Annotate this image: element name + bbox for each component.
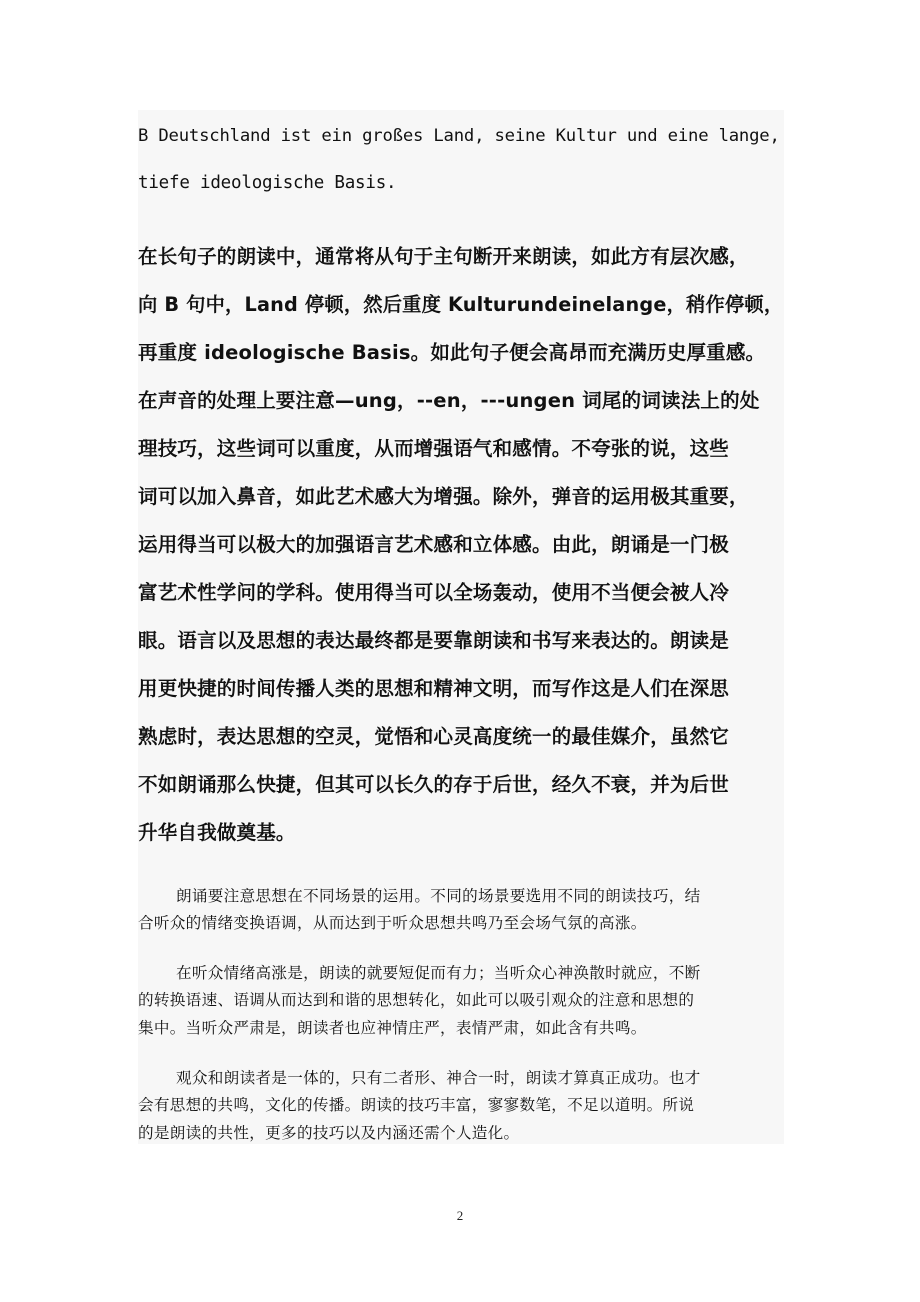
main-line-13: 升华自我做奠基。 — [138, 821, 296, 844]
german-line-2: tiefe ideologische Basis. — [138, 173, 397, 193]
para1-line-2: 合听众的情绪变换语调，从而达到于听众思想共鸣乃至会场气氛的高涨。 — [138, 914, 647, 932]
main-line-8: 富艺术性学问的学科。使用得当可以全场轰动，使用不当便会被人冷 — [138, 581, 730, 604]
closing-paragraphs — [138, 850, 784, 1144]
main-line-11: 熟虑时，表达思想的空灵，觉悟和心灵高度统一的最佳媒介，虽然它 — [138, 725, 730, 748]
para3-line-1: 观众和朗读者是一体的，只有二者形、神合一时，朗读才算真正成功。也才 — [176, 1069, 701, 1087]
main-line-6: 词可以加入鼻音，如此艺术感大为增强。除外，弹音的运用极其重要， — [138, 485, 749, 508]
german-line-1: B Deutschland ist ein großes Land, seine Kultur und eine lange, — [138, 126, 780, 146]
para3-line-3: 的是朗读的共性，更多的技巧以及内涵还需个人造化。 — [138, 1124, 520, 1142]
main-line-5: 理技巧，这些词可以重度，从而增强语气和感情。不夸张的说，这些 — [138, 437, 730, 460]
main-line-10: 用更快捷的时间传播人类的思想和精神文明，而写作这是人们在深思 — [138, 677, 730, 700]
german-example-block — [138, 110, 784, 214]
para1-line-1: 朗诵要注意思想在不同场景的运用。不同的场景要选用不同的朗读技巧，结 — [176, 887, 701, 905]
para2-line-1: 在听众情绪高涨是，朗读的就要短促而有力；当听众心神涣散时就应，不断 — [176, 964, 701, 982]
main-line-12: 不如朗诵那么快捷，但其可以长久的存于后世，经久不衰，并为后世 — [138, 773, 730, 796]
main-line-4: 在声音的处理上要注意—ung，--en，---ungen 词尾的词读法上的处 — [138, 389, 760, 412]
para3-line-2: 会有思想的共鸣，文化的传播。朗读的技巧丰富，寥寥数笔，不足以道明。所说 — [138, 1096, 695, 1114]
page-number: 2 — [456, 1208, 464, 1223]
main-line-2: 向 B 句中，Land 停顿，然后重度 Kulturundeinelange，稍作停顿， — [138, 293, 784, 316]
para2-line-3: 集中。当听众严肃是，朗读者也应神情庄严，表情严肃，如此含有共鸣。 — [138, 1019, 647, 1037]
main-paragraph — [138, 214, 784, 850]
main-line-1: 在长句子的朗读中，通常将从句于主句断开来朗读，如此方有层次感， — [138, 245, 749, 268]
main-line-3: 再重度 ideologische Basis。如此句子便会高昂而充满历史厚重感。 — [138, 341, 766, 364]
para2-line-2: 的转换语速、语调从而达到和谐的思想转化，如此可以吸引观众的注意和思想的 — [138, 991, 695, 1009]
main-line-9: 眼。语言以及思想的表达最终都是要靠朗读和书写来表达的。朗读是 — [138, 629, 730, 652]
main-line-7: 运用得当可以极大的加强语言艺术感和立体感。由此，朗诵是一门极 — [138, 533, 730, 556]
